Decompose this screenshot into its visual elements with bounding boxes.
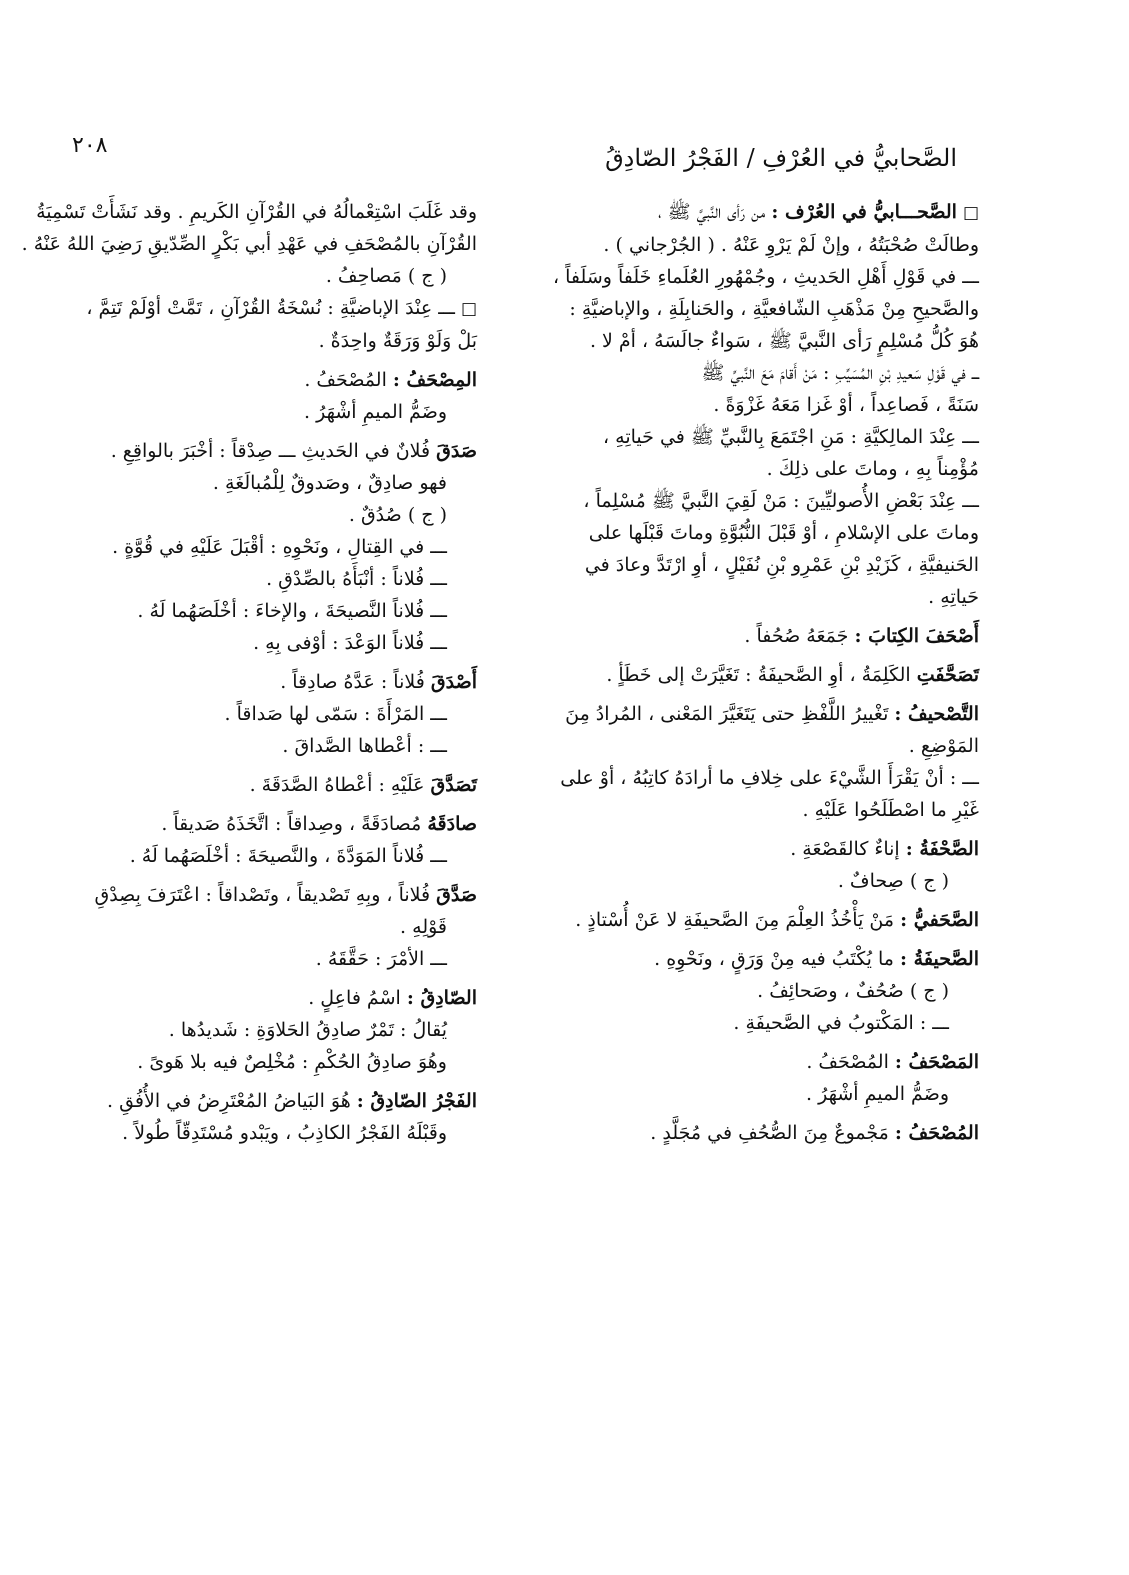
entry-line	[25, 808, 477, 840]
definition-text: ( ج ) صِحافٌ .	[837, 870, 949, 892]
entry-line	[543, 261, 979, 293]
dictionary-entry	[543, 833, 979, 897]
definition-text: المُصْحَفُ .	[806, 1051, 889, 1073]
entry-line	[25, 325, 477, 357]
dictionary-entry	[543, 620, 979, 652]
definition-text: وهُوَ صادِقُ الحُكْمِ : مُخْلِصٌ فيه بلا هَوىً .	[137, 1051, 447, 1073]
dictionary-entry	[25, 1085, 477, 1149]
definition-text: فُلاناً : عَدَّهُ صادِقاً .	[280, 671, 425, 693]
running-head: الصَّحابيُّ في العُرْفِ / الفَجْرُ الصّادِقُ	[605, 144, 957, 172]
headword: صَدَقَ	[436, 440, 477, 462]
entry-line	[543, 229, 979, 261]
definition-text: مُؤْمِناً بِهِ ، وماتَ على ذلِكَ .	[766, 458, 979, 480]
entry-line	[543, 517, 979, 549]
entry-line	[25, 1085, 477, 1117]
dictionary-entry	[543, 196, 979, 613]
right-column	[543, 196, 979, 1156]
entry-line	[25, 982, 477, 1014]
definition-text: ـــ فُلاناً المَوَدَّةَ ، والنَّصيحَةَ : أخْلَصَهُما لَهُ .	[129, 845, 447, 867]
entry-line	[543, 196, 979, 229]
entry-line	[21, 228, 477, 260]
definition-text: وضَمُّ الميمِ أشْهَرُ .	[304, 401, 447, 423]
definition-text: ـــ في قَوْلِ أَهْلِ الحَديثِ ، وجُمْهُورِ العُلَماءِ خَلَفاً وسَلَفاً ،	[552, 266, 979, 288]
entry-line	[25, 396, 477, 428]
entry-line	[543, 293, 979, 325]
definition-text: بَلْ وَلَوْ وَرَقَةٌ واحِدَةٌ .	[318, 330, 477, 352]
definition-text: المُصْحَفُ .	[304, 369, 387, 391]
entry-line	[543, 549, 979, 581]
definition-text: مَنْ يَأْخُذُ العِلْمَ مِنَ الصَّحيفَةِ لا عَنْ أُسْتاذٍ .	[575, 909, 895, 931]
definition-text: ـــ عِنْدَ المالِكيَّةِ : مَنِ اجْتَمَعَ بِالنَّبيِّ ﷺ في حَياتِهِ ،	[603, 426, 979, 448]
definition-text: ـــ : المَكْتوبُ في الصَّحيفَةِ .	[733, 1012, 949, 1034]
definition-text: اسْمُ فاعِلٍ .	[308, 987, 401, 1009]
dictionary-entry	[543, 904, 979, 936]
entry-line	[25, 1014, 477, 1046]
definition-text: ـــ في قَوْلِ سَعيدِ بْنِ المُسَيِّبِ : مَنْ أَقامَ مَعَ النَّبيِّ ﷺ	[701, 362, 979, 384]
entry-line	[25, 531, 477, 563]
definition-text: وماتَ على الإسْلامِ ، أوْ قَبْلَ النُّبُوَّةِ وماتَ قَبْلَها على	[588, 522, 979, 544]
headword: المَصْحَفُ :	[894, 1051, 979, 1073]
definition-text: ـــ الأمْرَ : حَقَّقَهُ .	[315, 948, 447, 970]
entry-line	[543, 453, 979, 485]
definition-text: قَوْلِهِ .	[400, 916, 447, 938]
headword: الصَّحيفَةُ :	[900, 948, 979, 970]
entry-line	[25, 499, 477, 531]
entry-line	[543, 1117, 979, 1149]
definition-text: من رَأى النَّبيَّ ﷺ ،	[657, 201, 766, 223]
definition-text: ـــ عِنْدَ الإباضيَّةِ : نُسْخَةُ القُرْآنِ ، تَمَّتْ أوْلَمْ تَتِمَّ ،	[86, 297, 455, 319]
definition-text: الحَنيفيَّةِ ، كَزَيْدِ بْنِ عَمْرِو بْنِ نُفَيْلٍ ، أوِ ارْتَدَّ وعادَ في	[584, 554, 979, 576]
definition-text: هُوَ البَياضُ المُعْتَرِضُ في الأُفُقِ .	[107, 1090, 351, 1112]
entry-line	[25, 292, 477, 325]
definition-text: مَجْموعٌ مِنَ الصُّحُفِ في مُجَلَّدٍ .	[650, 1122, 889, 1144]
definition-text: غَيْرِ ما اصْطَلَحُوا عَلَيْهِ .	[802, 799, 979, 821]
entry-line	[25, 627, 477, 659]
entry-line	[543, 833, 979, 865]
definition-text: وطالَتْ صُحْبَتُهُ ، وإنْ لَمْ يَرْوِ عَنْهُ . ( الجُرْجاني ) .	[603, 234, 979, 256]
entry-line	[543, 620, 979, 652]
definition-text: إناءٌ كالقَصْعَةِ .	[790, 838, 900, 860]
headword: تَصَحَّفَتِ	[916, 664, 979, 686]
dictionary-entry	[25, 435, 477, 659]
headword: المِصْحَفُ :	[392, 369, 477, 391]
entry-line	[25, 666, 477, 698]
headword: أَصْحَفَ الكِتابَ :	[854, 625, 979, 647]
entry-line	[543, 1046, 979, 1078]
dictionary-entry	[25, 982, 477, 1078]
entry-line	[25, 563, 477, 595]
entry-line	[25, 467, 477, 499]
entry-line	[543, 659, 979, 691]
definition-text: وضَمُّ الميمِ أشْهَرُ .	[806, 1083, 949, 1105]
definition-text: ( ج ) صُحُفٌ ، وصَحائِفُ .	[757, 980, 949, 1002]
headword: الصَّحـــابيُّ في العُرْف :	[771, 201, 957, 223]
definition-text: ـــ فُلاناً : أنْبَأَهُ بالصِّدْقِ .	[266, 568, 447, 590]
headword: التَّصْحيفُ :	[894, 703, 979, 725]
definition-text: جَمَعَهُ صُحُفاً .	[744, 625, 849, 647]
headword: المُصْحَفُ :	[894, 1122, 979, 1144]
definition-text: مُصادَقَةً ، وصِداقاً : اتَّخَذَهُ صَديقاً .	[161, 813, 422, 835]
entry-line	[25, 698, 477, 730]
entry-line	[25, 911, 477, 943]
headword: الفَجْرُ الصّادِقُ :	[356, 1090, 477, 1112]
dictionary-entry	[543, 659, 979, 691]
entry-line	[25, 730, 477, 762]
entry-line	[25, 364, 477, 396]
definition-text: وقَبْلَهُ الفَجْرُ الكاذِبُ ، ويَبْدو مُسْتَدِقّاً طُولاً .	[122, 1122, 447, 1144]
headword: تَصَدَّقَ	[430, 774, 477, 796]
entry-line	[25, 840, 477, 872]
headword: صَدَّقَ	[436, 884, 477, 906]
dictionary-entry	[543, 943, 979, 1039]
entry-line	[543, 904, 979, 936]
definition-text: والصَّحيحِ مِنْ مَذْهَبِ الشّافعيَّةِ ، والحَنابِلَةِ ، والإباضيَّةِ :	[569, 298, 979, 320]
definition-text: ـــ : أعْطاها الصَّداقَ .	[282, 735, 447, 757]
entry-line	[543, 762, 979, 794]
definition-text: يُقالُ : تَمْرٌ صادِقُ الحَلاوَةِ : شَديدُها .	[168, 1019, 447, 1041]
entry-line	[25, 769, 477, 801]
entry-line	[543, 943, 979, 975]
definition-text: فهو صادِقٌ ، وصَدوقٌ لِلْمُبالَغَةِ .	[212, 472, 447, 494]
left-column	[21, 196, 477, 1156]
entry-line	[543, 1078, 979, 1110]
square-mark-icon: □	[460, 299, 477, 319]
headword: صادَقَهُ	[427, 813, 477, 835]
definition-text: ـــ عِنْدَ بَعْضِ الأُصوليِّينَ : مَنْ لَقِيَ النَّبيَّ ﷺ مُسْلِماً ،	[583, 490, 979, 512]
definition-text: ـــ : أنْ يَقْرَأَ الشَّيْءَ على خِلافِ ما أرادَهُ كاتِبُهُ ، أوْ على	[560, 767, 979, 789]
entry-line	[543, 865, 979, 897]
definition-text: ـــ في القِتالِ ، ونَحْوِهِ : أقْبَلَ عَلَيْهِ في قُوَّةٍ .	[112, 536, 447, 558]
definition-text: تَغْييرُ اللَّفْظِ حتى يَتَغَيَّرَ المَعْنى ، المُرادُ مِنَ	[565, 703, 889, 725]
definition-text: وقد غَلَبَ اسْتِعْمالُهُ في القُرْآنِ الكَريمِ . وقد نَشَأَتْ تَسْمِيَةُ	[36, 201, 477, 223]
entry-line	[543, 1007, 979, 1039]
definition-text: فُلاناً ، وبِهِ تَصْديقاً ، وتَصْداقاً : اعْتَرَفَ بِصِدْقِ	[94, 884, 431, 906]
dictionary-entry	[25, 364, 477, 428]
definition-text: القُرْآنِ بالمُصْحَفِ في عَهْدِ أبي بَكْرٍ الصِّدّيقِ رَضِيَ اللهُ عَنْهُ .	[21, 233, 477, 255]
entry-line	[543, 325, 979, 357]
headword: الصَّحْفَةُ :	[905, 838, 979, 860]
dictionary-entry	[543, 1046, 979, 1110]
definition-text: عَلَيْهِ : أعْطاهُ الصَّدَقَةَ .	[249, 774, 425, 796]
dictionary-entry	[25, 808, 477, 872]
entry-line	[25, 1117, 477, 1149]
definition-text: ( ج ) مَصاحِفُ .	[325, 265, 447, 287]
entry-line	[543, 421, 979, 453]
page-number: ٢٠٨	[72, 133, 108, 158]
dictionary-entry	[543, 1117, 979, 1149]
entry-line	[543, 357, 979, 389]
entry-line	[543, 581, 979, 613]
entry-line	[543, 794, 979, 826]
entry-line	[25, 879, 477, 911]
entry-line	[25, 1046, 477, 1078]
definition-text: ( ج ) صُدُقٌ .	[348, 504, 447, 526]
definition-text: فُلانٌ في الحَديثِ ـــ صِدْقاً : أخْبَرَ بالواقِعِ .	[110, 440, 431, 462]
definition-text: هُوَ كُلُّ مُسْلِمٍ رَأى النَّبيَّ ﷺ ، سَواءٌ جالَسَهُ ، أمْ لا .	[589, 330, 979, 352]
entry-line	[543, 698, 979, 730]
dictionary-entry	[25, 879, 477, 975]
definition-text: ـــ فُلاناً النَّصيحَةَ ، والإخاءَ : أخْلَصَهُما لَهُ .	[137, 600, 447, 622]
entry-line	[543, 485, 979, 517]
entry-line	[25, 196, 477, 228]
definition-text: حَياتِهِ .	[928, 586, 979, 608]
definition-text: ما يُكْتَبُ فيه مِنْ وَرَقٍ ، ونَحْوِهِ .	[654, 948, 894, 970]
entry-line	[25, 943, 477, 975]
entry-line	[543, 389, 979, 421]
entry-line	[543, 730, 979, 762]
definition-text: سَنَةً ، فَصاعِداً ، أوْ غَزا مَعَهُ غَزْوَةً .	[713, 394, 979, 416]
square-mark-icon: □	[962, 203, 979, 223]
entry-line	[543, 975, 979, 1007]
definition-text: المَوْضِعِ .	[908, 735, 979, 757]
entry-line	[25, 435, 477, 467]
definition-text: الكَلِمَةُ ، أوِ الصَّحيفَةُ : تَغَيَّرَتْ إلى خَطَأٍ .	[606, 664, 911, 686]
dictionary-entry	[21, 196, 477, 357]
headword: الصَّحَفيُّ :	[900, 909, 979, 931]
entry-line	[25, 260, 477, 292]
entry-line	[25, 595, 477, 627]
definition-text: ـــ المَرْأَةَ : سَمّى لها صَداقاً .	[224, 703, 447, 725]
dictionary-entry	[543, 698, 979, 826]
definition-text: ـــ فُلاناً الوَعْدَ : أوْفى بِهِ .	[253, 632, 447, 654]
dictionary-entry	[25, 666, 477, 762]
headword: أَصْدَقَ	[430, 671, 477, 693]
headword: الصّادِقُ :	[406, 987, 477, 1009]
dictionary-entry	[25, 769, 477, 801]
